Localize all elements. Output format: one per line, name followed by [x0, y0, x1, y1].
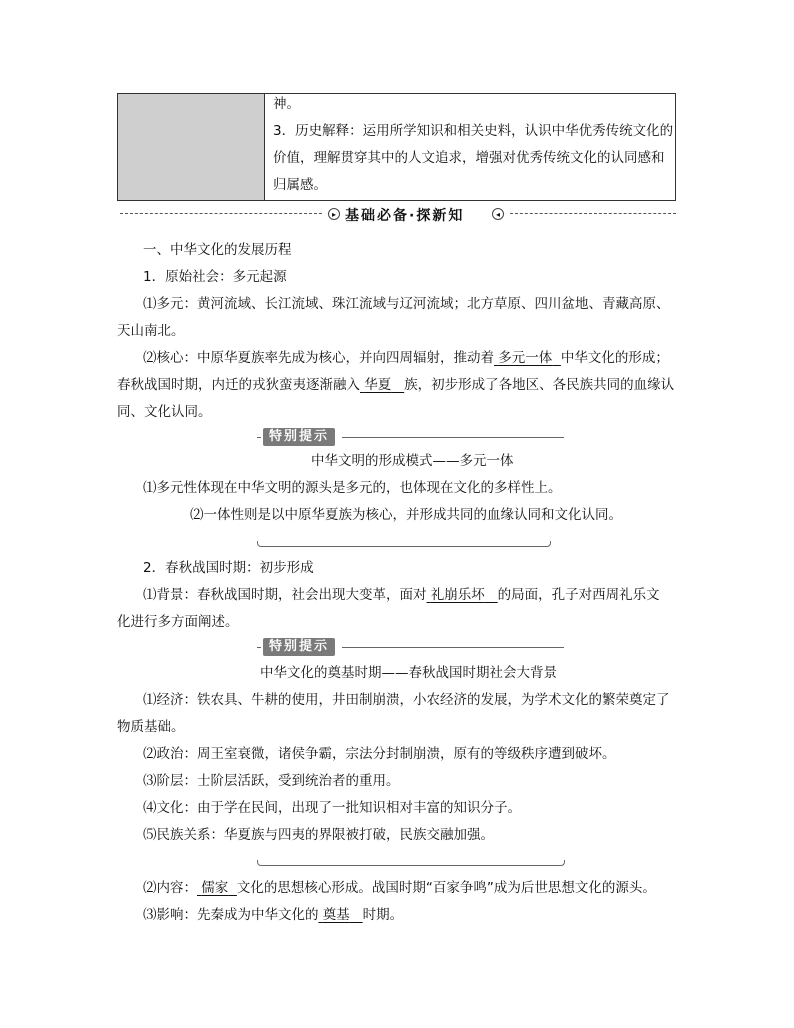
- banner-divider-left: [120, 213, 322, 214]
- answer-blank: [197, 880, 237, 896]
- section-heading: 一、中华文化的发展历程: [143, 242, 292, 258]
- tip-line: ⑶阶层：士阶层活跃，受到统治者的重用。: [143, 773, 400, 789]
- tip-frame-bottom: [257, 541, 551, 547]
- subheading: 1．原始社会：多元起源: [143, 269, 287, 285]
- text: 时期。: [362, 907, 404, 923]
- tip-label: 特别提示: [263, 428, 335, 446]
- tip-divider: [257, 437, 261, 438]
- tip-divider: [342, 437, 564, 438]
- paragraph-line: 化进行多方面阐述。: [117, 614, 239, 630]
- subheading: 2．春秋战国时期：初步形成: [143, 560, 314, 576]
- text: ⑴背景：春秋战国时期，社会出现大变革，面对: [143, 587, 427, 603]
- play-right-icon: ▸: [328, 208, 340, 220]
- text: ⑵核心：中原华夏族率先成为核心，并向四周辐射，推动着: [143, 350, 494, 366]
- tip-line: ⑷文化：由于学在民间，出现了一批知识相对丰富的知识分子。: [143, 800, 521, 816]
- paragraph-line: [143, 585, 660, 605]
- answer-text: 礼崩乐坏: [430, 587, 485, 603]
- tip-line: ⑴经济：铁农具、牛耕的使用，井田制崩溃，小农经济的发展，为学术文化的繁荣奠定了: [143, 692, 670, 708]
- text: 的局面，孔子对西周礼乐文: [497, 587, 660, 603]
- paragraph-line: [143, 348, 669, 368]
- play-left-icon: ◂: [492, 208, 504, 220]
- paragraph-line: ⑴多元：黄河流域、长江流域、珠江流域与辽河流域；北方草原、四川盆地、青藏高原、: [143, 296, 670, 312]
- tip-divider: [342, 647, 564, 648]
- answer-text: 多元一体: [498, 350, 553, 366]
- answer-blank: [427, 587, 498, 603]
- table-line: 归属感。: [273, 177, 327, 193]
- tip-line: ⑸民族关系：华夏族与四夷的界限被打破，民族交融加强。: [143, 827, 494, 843]
- text: 中华文化的形成；: [560, 350, 669, 366]
- answer-text: 奠基: [322, 907, 350, 923]
- tip-label: 特别提示: [263, 638, 335, 656]
- text: 族，初步形成了各地区、各民族共同的血缘认: [404, 377, 675, 393]
- tip-line: 物质基础。: [117, 719, 185, 735]
- answer-text: 儒家: [201, 880, 229, 896]
- paragraph-line: [143, 878, 656, 898]
- paragraph-line: [117, 375, 674, 395]
- tip-line: ⑵一体性则是以中原华夏族为核心，并形成共同的血缘认同和文化认同。: [190, 507, 622, 523]
- answer-blank: [494, 350, 561, 366]
- paragraph-line: 同、文化认同。: [117, 404, 212, 420]
- text: ⑵内容：: [143, 880, 197, 896]
- tip-title: 中华文明的形成模式——多元一体: [311, 453, 514, 469]
- answer-text: 华夏: [364, 377, 392, 393]
- answer-blank: [360, 377, 404, 393]
- paragraph-line: 天山南北。: [117, 323, 185, 339]
- banner-divider-right: [510, 213, 676, 214]
- tip-line: ⑵政治：周王室衰微，诸侯争霸，宗法分封制崩溃，原有的等级秩序遭到破坏。: [143, 746, 616, 762]
- paragraph-line: [143, 905, 403, 925]
- tip-divider: [257, 647, 261, 648]
- answer-blank: [319, 907, 363, 923]
- section-banner: 基础必备·探新知: [345, 208, 465, 224]
- table-line: 价值，理解贯穿其中的人文追求，增强对优秀传统文化的认同感和: [273, 150, 665, 166]
- tip-title: 中华文化的奠基时期——春秋战国时期社会大背景: [260, 665, 557, 681]
- table-label-cell: [118, 94, 265, 200]
- text: ⑶影响：先秦成为中华文化的: [143, 907, 319, 923]
- table-line: 3．历史解释：运用所学知识和相关史料，认识中华优秀传统文化的: [273, 123, 674, 139]
- tip-frame-bottom: [257, 860, 565, 866]
- text: 文化的思想核心形成。战国时期“百家争鸣”成为后世思想文化的源头。: [236, 880, 656, 896]
- table-line: 神。: [273, 96, 300, 112]
- text: 春秋战国时期，内迁的戎狄蛮夷逐渐融入: [117, 377, 360, 393]
- objectives-table: [117, 93, 676, 201]
- tip-line: ⑴多元性体现在中华文明的源头是多元的，也体现在文化的多样性上。: [143, 480, 562, 496]
